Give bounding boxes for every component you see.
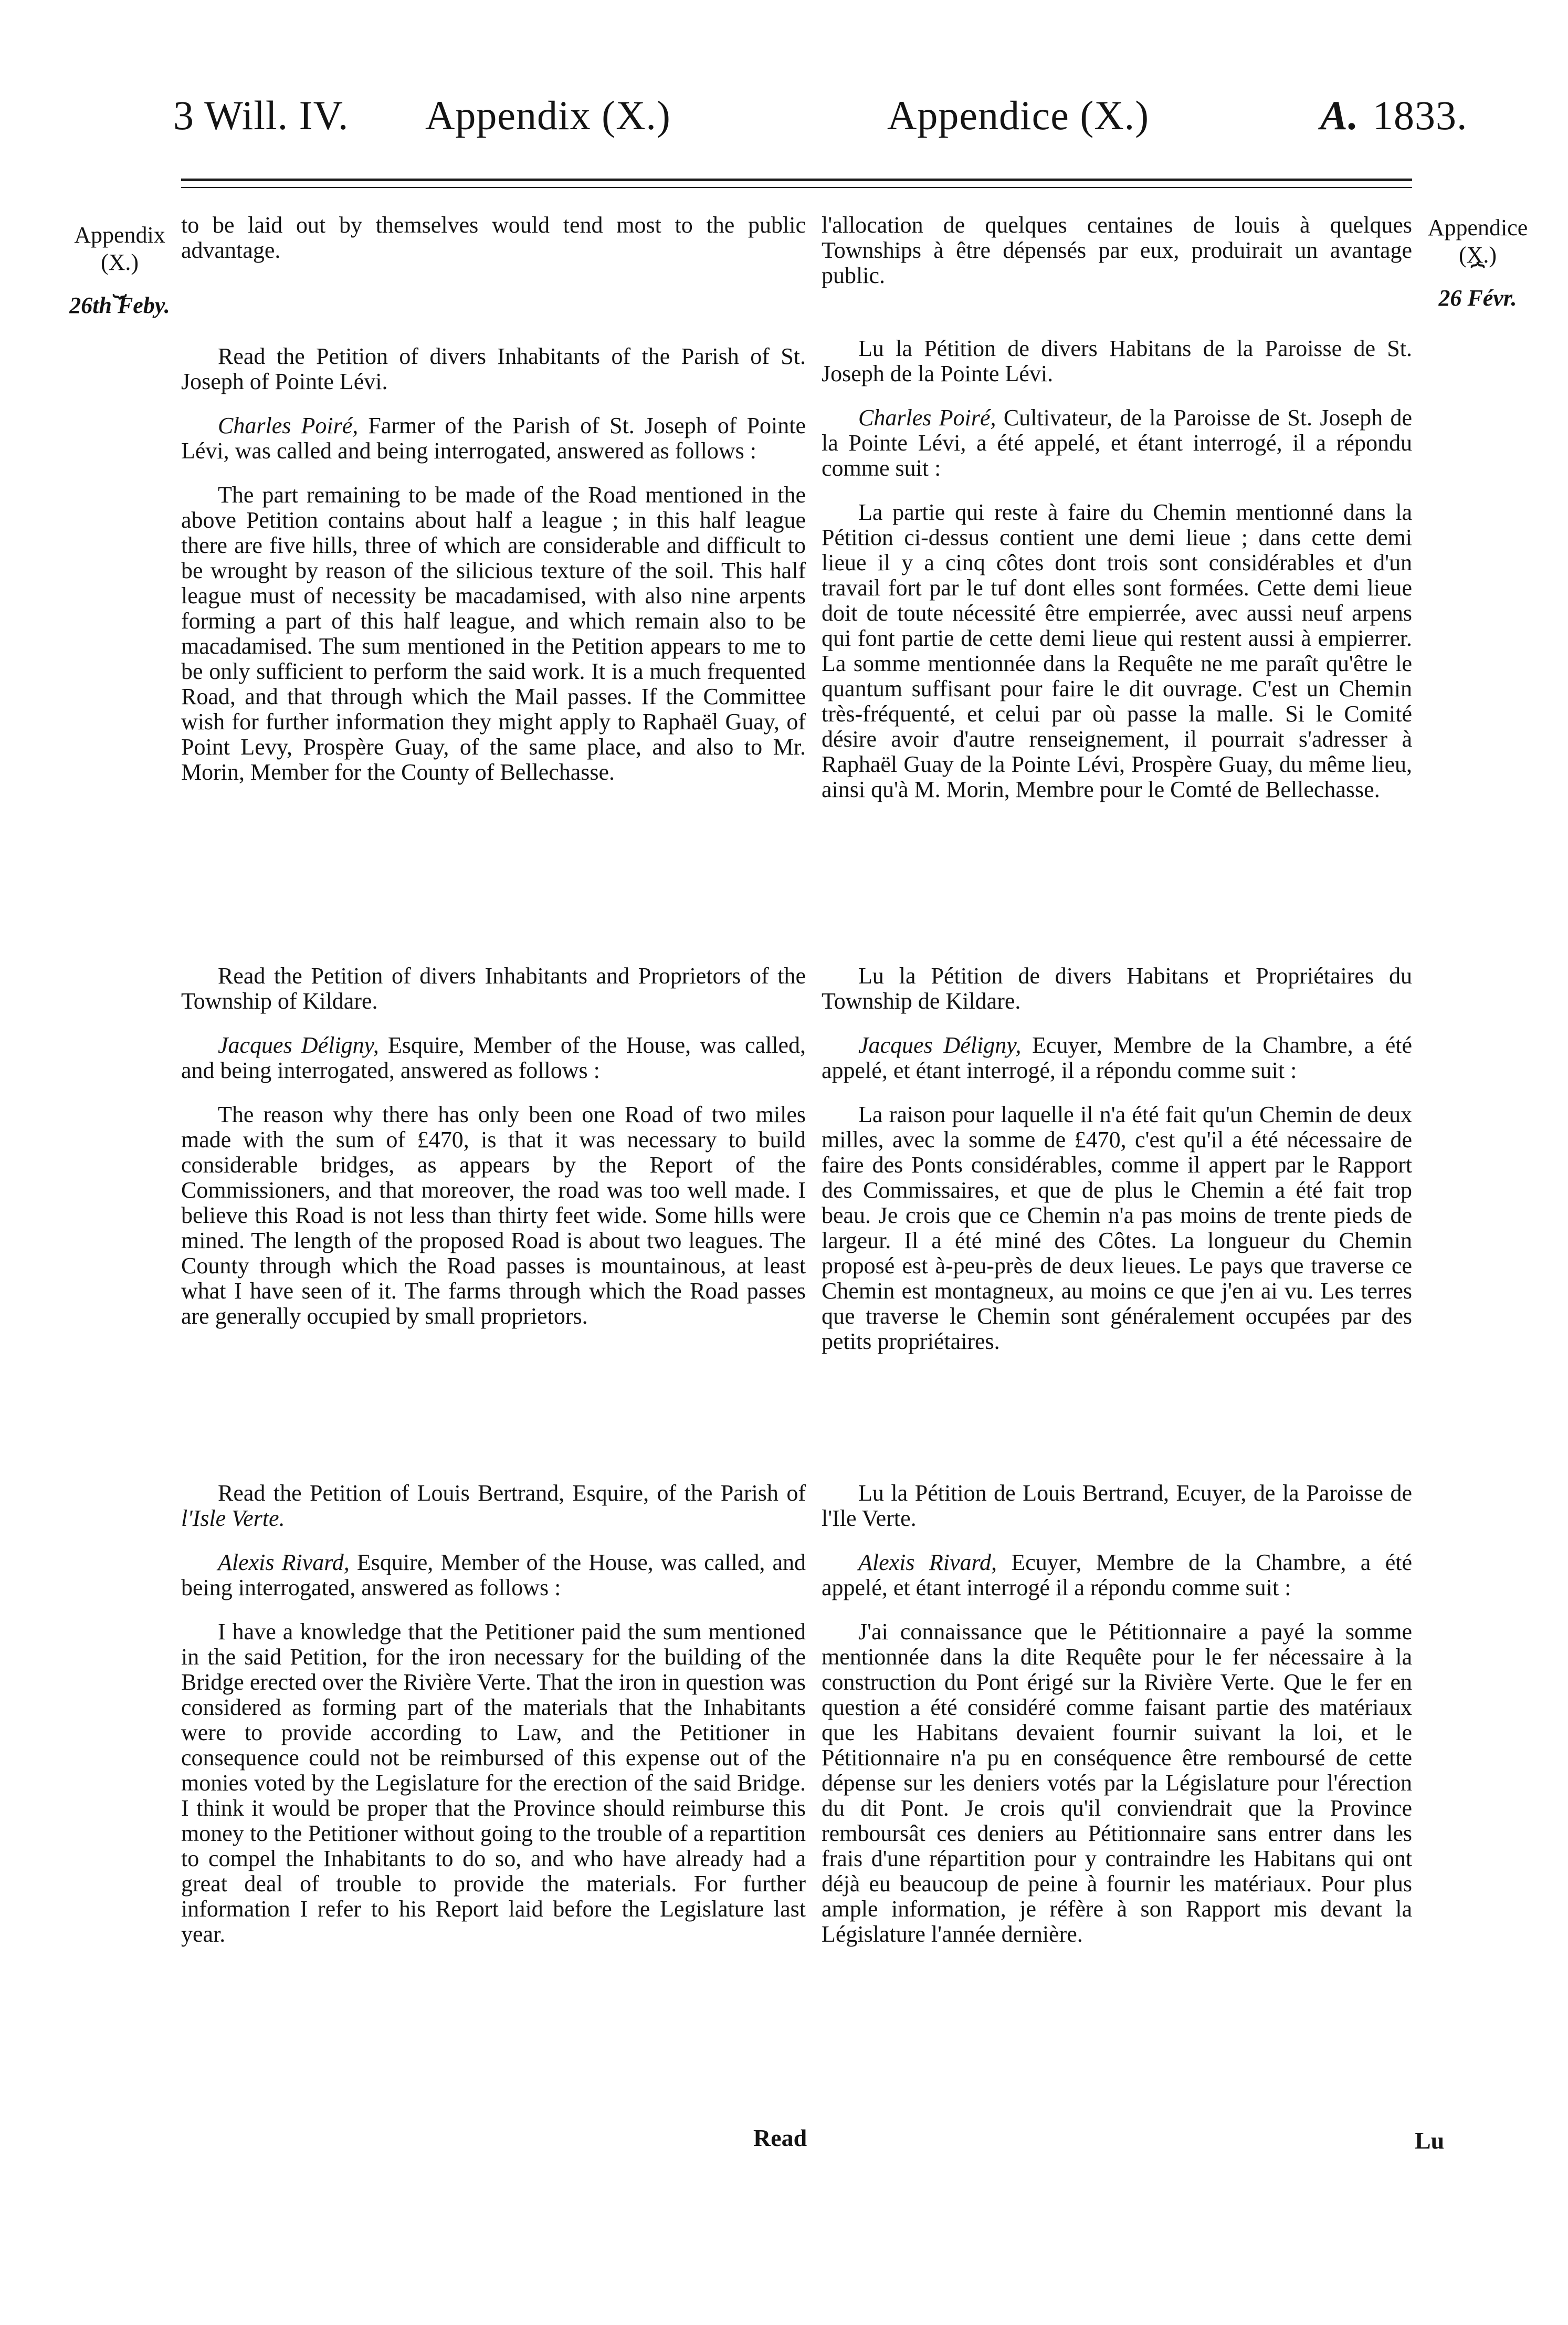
french-s1-answer: La partie qui reste à faire du Chemin mentionné dans la Pétition ci-dessus contient une demi lieue ; dans cette demi lieue il y a cinq côtes dont trois sont considérables et d'un travail fort par le tuf dont elles sont formées. Cette demi lieue doit de toute nécessité être empierrée, avec aussi neuf arpens qui font partie de cette demi lieue qui restent aussi à empierrer. La somme mentionnée dans la Requête ne me paraît qu'être le quantum suffisant pour faire le dit ouvrage. C'est un Chemin très-fréquenté, et celui par où passe la malle. Si le Comité désire avoir d'autre renseignement, il pourrait s'adresser à Raphaël Guay de la Pointe Lévi, Prospère Guay, du même lieu, ainsi qu'à M. Morin, Membre pour le Comté de Bellechasse. — [822, 499, 1412, 802]
margin-right-sub: (X.) — [1458, 242, 1497, 268]
margin-left-sub: (X.) — [100, 249, 139, 275]
french-s2-witness-name: Jacques Déligny, — [858, 1032, 1022, 1058]
header-appendix-english: Appendix (X.) — [425, 92, 671, 138]
margin-note-right — [1417, 214, 1538, 312]
header-letter: A. — [1320, 92, 1359, 138]
english-s2-witness — [181, 1033, 806, 1083]
french-intro-text: l'allocation de quelques centaines de louis à quelques Townships à être dépensés par eux, produirait un avantage public. — [822, 212, 1412, 288]
catchword-french: Lu — [1415, 2127, 1445, 2154]
french-s2-heading: Lu la Pétition de divers Habitans et Propriétaires du Township de Kildare. — [822, 963, 1412, 1014]
english-intro — [181, 213, 806, 263]
english-s3-witness-name: Alexis Rivard, — [218, 1549, 350, 1575]
french-section-1 — [822, 336, 1412, 802]
english-s3-heading — [181, 1481, 806, 1531]
french-s3-witness — [822, 1550, 1412, 1600]
french-s1-heading: Lu la Pétition de divers Habitans de la Paroisse de St. Joseph de la Pointe Lévi. — [822, 336, 1412, 386]
catchword-english: Read — [753, 2124, 807, 2151]
english-s3-answer: I have a knowledge that the Petitioner paid the sum mentioned in the said Petition, for the iron necessary for the building of the Bridge erected over the Rivière Verte. That the iron in question was considered as forming part of the materials that the Inhabitants were to provide according to Law, and the Petitioner in consequence could not be reimbursed of this expense out of the monies voted by the Legislature for the erection of the said Bridge. I think it would be proper that the Province should reimburse this money to the Petitioner without going to the trouble of a repartition to compel the Inhabitants to do so, and who have already had a great deal of trouble to provide the materials. For further information I refer to his Report laid before the Legislature last year. — [181, 1619, 806, 1947]
french-s3-witness-name: Alexis Rivard, — [858, 1549, 997, 1575]
french-s2-witness-rest: Ecuyer, Membre de la Chambre, a été appelé, et étant interrogé, il a répondu comme suit : — [822, 1032, 1412, 1083]
english-intro-text: to be laid out by themselves would tend most to the public advantage. — [181, 212, 806, 263]
french-s3-witness-rest: Ecuyer, Membre de la Chambre, a été appelé, et étant interrogé il a répondu comme suit : — [822, 1549, 1412, 1600]
margin-left-brace: ⏟ — [112, 270, 127, 297]
french-s2-witness — [822, 1033, 1412, 1083]
english-s2-witness-name: Jacques Déligny, — [218, 1032, 379, 1058]
english-s1-heading: Read the Petition of divers Inhabitants of the Parish of St. Joseph of Pointe Lévi. — [181, 343, 806, 394]
english-s2-heading: Read the Petition of divers Inhabitants and Proprietors of the Township of Kildare. — [181, 963, 806, 1014]
french-s3-answer: J'ai connaissance que le Pétitionnaire a payé la somme mentionnée dans la dite Requête pour le fer nécessaire à la construction du Pont érigé sur la Rivière Verte. Que le fer en question a été considéré comme faisant partie des matériaux que les Habitans devaient fournir suivant la loi, et le Pétitionnaire n'a pu en conséquence être remboursé de cette dépense sur les deniers votés par la Législature pour l'érection du dit Pont. Je crois qu'il conviendrait que la Province remboursât ces deniers au Pétitionnaire sans entrer dans les frais d'une répartition pour y contraindre les Habitans qui ont déjà eu beaucoup de peine à fournir les matériaux. Pour plus ample information, je réfère à son Rapport mis devant la Législature l'année dernière. — [822, 1619, 1412, 1947]
english-section-2 — [181, 963, 806, 1329]
english-s1-witness — [181, 413, 806, 464]
margin-right-brace: ⏞ — [1470, 263, 1485, 290]
english-s2-witness-rest: Esquire, Member of the House, was called, and being interrogated, answered as follows : — [181, 1032, 806, 1083]
header-appendix-french: Appendice (X.) — [887, 92, 1150, 138]
margin-left-label: Appendix — [74, 222, 165, 248]
margin-right-label: Appendice — [1427, 215, 1528, 240]
header-rule-thin — [181, 187, 1412, 188]
english-s3-witness — [181, 1550, 806, 1600]
english-section-3 — [181, 1481, 806, 1947]
french-s1-witness-rest: Cultivateur, de la Paroisse de St. Joseph de la Pointe Lévi, a été appelé, et étant interrogé, il a répondu comme suit : — [822, 405, 1412, 481]
english-s3-heading-place: l'Isle Verte. — [181, 1505, 285, 1531]
french-s2-answer: La raison pour laquelle il n'a été fait qu'un Chemin de deux milles, avec la somme de £470, c'est qu'il a été nécessaire de faire des Ponts considérables, comme il appert par le Rapport des Commissaires, et que de plus le Chemin a été fait trop beau. Je crois que ce Chemin n'a pas moins de trente pieds de largeur. Il a été miné des Côtes. La longueur du Chemin proposé est à-peu-près de deux lieues. Le pays que traverse ce Chemin est montagneux, au moins ce que j'en ai vu. Les terres que traverse le Chemin sont généralement occupées par des petits propriétaires. — [822, 1102, 1412, 1354]
english-s1-witness-rest: Farmer of the Parish of St. Joseph of Pointe Lévi, was called and being interrogated, answered as follows : — [181, 413, 806, 464]
french-section-3 — [822, 1481, 1412, 1947]
french-s3-heading: Lu la Pétition de Louis Bertrand, Ecuyer, de la Paroisse de l'Ile Verte. — [822, 1480, 1412, 1531]
english-section-1 — [181, 344, 806, 785]
english-s1-answer: The part remaining to be made of the Road mentioned in the above Petition contains about half a league ; in this half league there are five hills, three of which are considerable and difficult to be wrought by reason of the silicious texture of the soil. This half league must of necessity be macadamised, with also nine arpents forming a part of this half league, and which remain also to be macadamised. The sum mentioned in the Petition appears to me to be only sufficient to perform the said work. It is a much frequented Road, and that through which the Mail passes. If the Committee wish for further information they might apply to Raphaël Guay, of Point Levy, Prospère Guay, of the same place, and also to Mr. Morin, Member for the County of Bellechasse. — [181, 482, 806, 785]
header-year: 1833. — [1373, 92, 1468, 138]
english-s1-witness-name: Charles Poiré, — [218, 413, 359, 438]
french-s1-witness-name: Charles Poiré, — [858, 405, 996, 431]
margin-left-date: 26th Feby. — [69, 292, 170, 318]
french-s1-witness — [822, 405, 1412, 481]
margin-note-left — [62, 222, 177, 319]
french-intro — [822, 213, 1412, 288]
margin-right-date: 26 Févr. — [1438, 285, 1517, 311]
header-rule-thick — [181, 179, 1412, 181]
header-reign: 3 Will. IV. — [173, 92, 349, 138]
english-s2-answer: The reason why there has only been one Road of two miles made with the sum of £470, is that it was necessary to build considerable bridges, as appears by the Report of the Commissioners, and that moreover, the road was too well made. I believe this Road is not less than thirty feet wide. Some hills were mined. The length of the proposed Road is about two leagues. The County through which the Road passes is mountainous, at least what I have seen of it. The farms through which the Road passes are generally occupied by small proprietors. — [181, 1102, 806, 1329]
french-section-2 — [822, 963, 1412, 1354]
english-s3-witness-rest: Esquire, Member of the House, was called, and being interrogated, answered as follows : — [181, 1549, 806, 1600]
english-s3-heading-text: Read the Petition of Louis Bertrand, Esquire, of the Parish of — [218, 1480, 806, 1506]
